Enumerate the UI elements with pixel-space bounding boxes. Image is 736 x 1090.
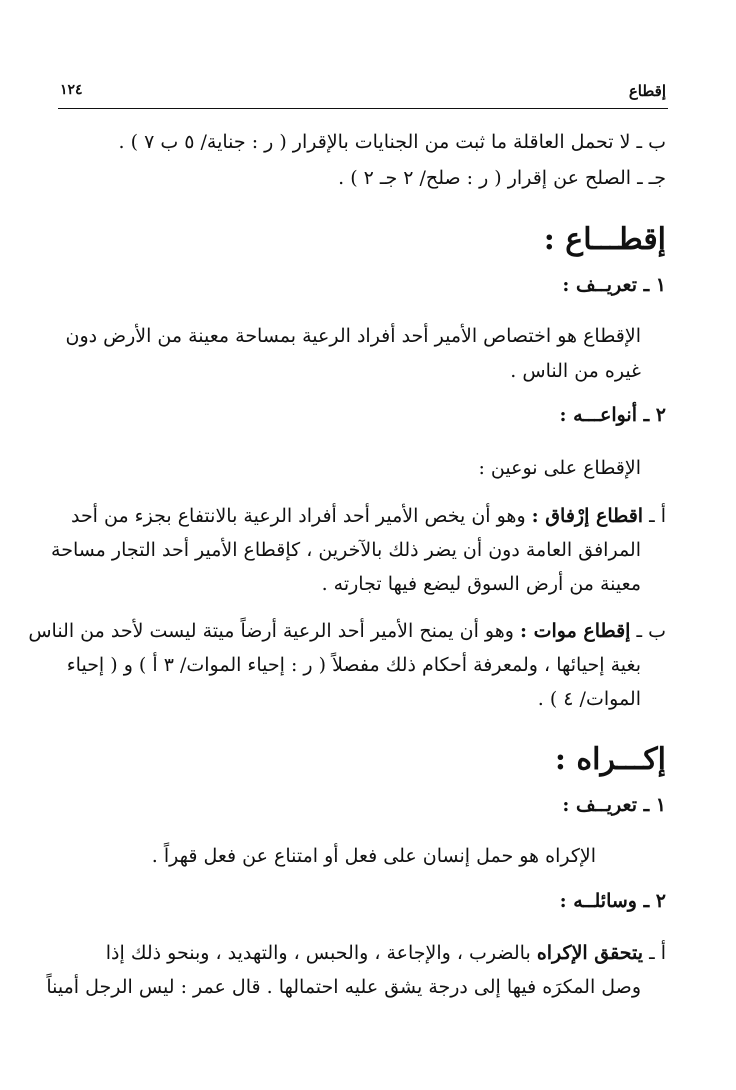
text-line: غيره من الناس . bbox=[510, 360, 641, 382]
header-rule bbox=[58, 108, 668, 109]
list-item-text: وهو أن يمنح الأمير أحد الرعية أرضاً ميتة ليست لأحد من الناس bbox=[28, 620, 514, 642]
list-item-text: بالضرب ، والإجاعة ، والحبس ، والتهديد ، وبنحو ذلك إذا bbox=[105, 942, 531, 964]
list-item-term: اقطاع إرْفاق : bbox=[531, 505, 644, 527]
list-item-marker: أ ـ bbox=[649, 505, 666, 527]
text-line: الإقطاع هو اختصاص الأمير أحد أفراد الرعية بمساحة معينة من الأرض دون bbox=[65, 325, 641, 347]
section-heading-definition: ١ ـ تعريــف : bbox=[562, 274, 666, 296]
entry-heading-ikrah: إكـــراه : bbox=[554, 742, 666, 777]
list-item-marker: ب ـ bbox=[636, 620, 666, 642]
text-line: وصل المكرَه فيها إلى درجة يشق عليه احتمالها . قال عمر : ليس الرجل أميناً bbox=[46, 976, 641, 998]
text-line: المرافق العامة دون أن يضر ذلك بالآخرين ، كإقطاع الأمير أحد التجار مساحة bbox=[51, 539, 641, 561]
text-line: الموات/ ٤ ) . bbox=[537, 688, 641, 710]
text-line: جـ ـ الصلح عن إقرار ( ر : صلح/ ٢ جـ ٢ ) . bbox=[338, 167, 666, 189]
text-line: ب ـ لا تحمل العاقلة ما ثبت من الجنايات بالإقرار ( ر : جناية/ ٥ ب ٧ ) . bbox=[118, 131, 666, 153]
running-header: إقطاع bbox=[628, 82, 666, 100]
section-heading-types: ٢ ـ أنواعـــه : bbox=[559, 404, 666, 426]
section-heading-means: ٢ ـ وسائلــه : bbox=[559, 890, 666, 912]
page-number: ١٢٤ bbox=[60, 82, 83, 98]
list-item-text: وهو أن يخص الأمير أحد أفراد الرعية بالانتفاع بجزء من أحد bbox=[70, 505, 526, 527]
text-line: الإكراه هو حمل إنسان على فعل أو امتناع عن فعل قهراً . bbox=[151, 845, 596, 867]
text-line: الإقطاع على نوعين : bbox=[478, 457, 641, 479]
list-item-marker: أ ـ bbox=[649, 942, 666, 964]
list-item bbox=[0, 940, 666, 966]
list-item bbox=[0, 503, 666, 529]
text-line: معينة من أرض السوق ليضع فيها تجارته . bbox=[321, 573, 641, 595]
section-heading-definition: ١ ـ تعريــف : bbox=[562, 794, 666, 816]
list-item-term: إقطاع موات : bbox=[519, 620, 631, 642]
entry-heading-iqta: إقطـــاع : bbox=[543, 222, 666, 257]
text-line: بغية إحيائها ، ولمعرفة أحكام ذلك مفصلاً ( ر : إحياء الموات/ ٣ أ ) و ( إحياء bbox=[66, 654, 641, 676]
list-item bbox=[0, 618, 666, 644]
list-item-term: يتحقق الإكراه bbox=[536, 942, 644, 964]
